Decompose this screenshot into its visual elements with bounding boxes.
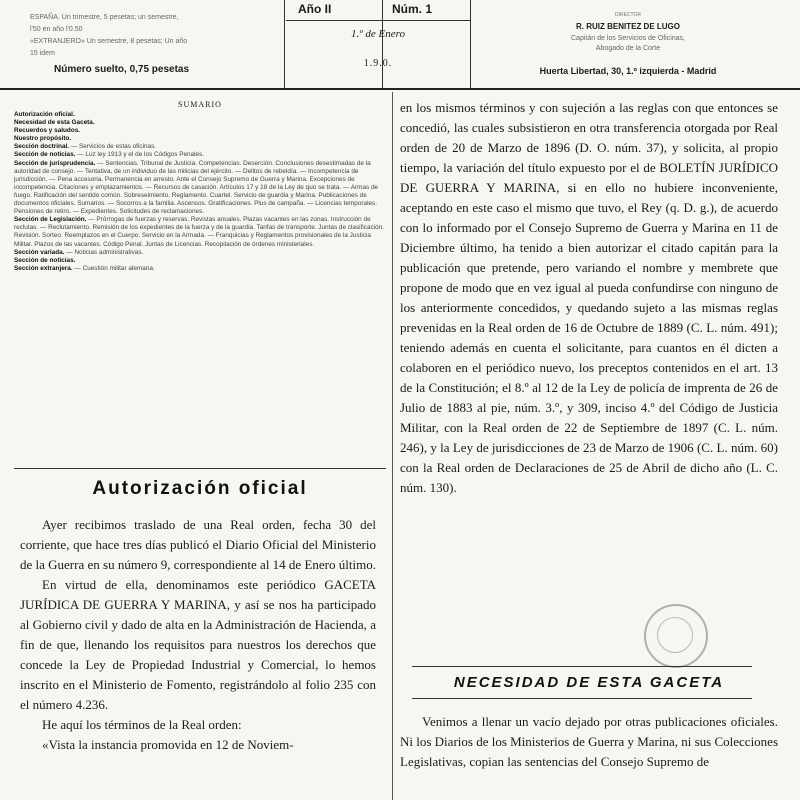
- director-name: R. RUIZ BENITEZ DE LUGO: [576, 22, 680, 31]
- subscription-line-4: 15 idem: [30, 50, 55, 57]
- issue-number: Núm. 1: [392, 2, 433, 16]
- summary-item: [14, 111, 386, 119]
- summary-item-heading: Sección de noticias.: [14, 256, 76, 264]
- summary-item: [14, 249, 386, 257]
- summary-item: [14, 143, 386, 151]
- masthead-bottom-rule: [0, 88, 800, 90]
- right-column-body: [400, 98, 778, 498]
- issue-date: 1.º de Enero: [350, 28, 406, 40]
- summary-item-heading: Recuerdos y saludos.: [14, 127, 81, 135]
- column-divider: [392, 92, 393, 800]
- summary-item-heading: Sección de Legislación.: [14, 216, 87, 224]
- summary-bottom-rule: [14, 468, 386, 469]
- summary-item: [14, 160, 386, 217]
- summary-item-text: — Sentencias. Tribunal de Justicia. Competencias. Deserción. Conclusiones desestimadas de la autoridad de consejo. — Tentativa, de un individuo de las milicias del ejército. — Delitos de rebeldía. — Incompetencia de jurisdicción. — Pena accesoria. Permanencia en arresto. Ante el Consejo Supremo de Guerra y Marina. Excepciones de incompetencia. Citaciones y emplazamientos. — Recursos de casación. Artículos 17 y 18 de la Ley de quo se trata. — Armas de fuego. Ratificación del sentido común. Sobreseimiento. Reglamento. Cuartel. Servicio de guardia y Marina. Publicaciones de documentos oficiales. Sumarios. — Socorros a la familia. Ascensos. Gratificaciones. Plus de campaña. — Licencias temporales. Pensiones de retiro. — Expedientes. Solicitudes de reclamaciones.: [14, 159, 379, 216]
- summary-list: [14, 111, 386, 273]
- summary-item-heading: Sección de noticias.: [14, 151, 76, 159]
- summary-item-heading: Nuestro propósito.: [14, 135, 72, 143]
- summary-box: [14, 100, 386, 464]
- right-paragraph: en los mismos términos y con sujeción a las reglas con que entonces se concedió, las cuales subsistieron en otra transferencia otorgada por Real orden de 20 de Marzo de 1896 (D. O. núm. 37), y solicita, al propio tiempo, la variación del título expuesto por el de BOLETÍN JURÍDICO DE GUERRA Y MARINA, si en ello no hubiere inconveniente, aceptando en este caso el mismo que tuvo, el Rey (q. D. g.), de acuerdo con lo informado por el Consejo Supremo de Guerra y Marina en 11 de Diciembre último, ha tenido a bien autorizar el citado capitán para la publicación que pretende, pero variando el nombre y membrete que propone de modo que en vez igual al pueda confundirse con ninguno de los anteriormente concedidos, y quedando sujeto a las mismas reglas prevenidas en la Real orden de 16 de Octubre de 1889 (C. L. núm. 491); teniendo además en cuenta el solicitante, para cuantos en él dicten a colaboren en el periódico nuevo, los preceptos contenidos en el art. 13 de la Constitución; el 8.º al 12 de la Ley de policía de imprenta de 26 de Julio de 1883 al pie, núm. 3.º, y 309, inciso 4.º del Código de Justicia Militar, con la Real orden de 22 de Septiembre de 1897 (C. L. núm. 246), y la Ley de jurisdicciones de 23 de Marzo de 1906 (C. L. núm. 60) con la Real orden de Declaraciones de 25 de Abril de dicho año (L. C. núm. 130).: [400, 100, 778, 495]
- necesidad-paragraph: Venimos a llenar un vacío dejado por otras publicaciones oficiales. Ni los Diarios de los Ministerios de Guerra y Marina, ni sus Colecciones Legislativas, copian las sentencias del Consejo Supremo de: [400, 714, 779, 769]
- summary-item: [14, 151, 386, 159]
- necesidad-heading: NECESIDAD DE ESTA GACETA: [453, 674, 725, 691]
- summary-item-text: — Cuestión militar alemana.: [74, 264, 155, 272]
- subscription-line-2: l'50 en año l'0.50: [30, 26, 83, 33]
- autorizacion-body: [20, 515, 376, 755]
- necesidad-rule-top: [412, 666, 752, 667]
- subscription-line-3: «EXTRANJERO» Un semestre, 8 pesetas; Un año: [30, 38, 188, 45]
- director-label: DIRECTOR: [614, 12, 642, 18]
- volume-year: Año II: [298, 2, 332, 16]
- masthead-divider-2: [382, 0, 383, 88]
- summary-item: [14, 135, 386, 143]
- summary-item-heading: Sección doctrinal.: [14, 143, 70, 151]
- summary-item: [14, 127, 386, 135]
- necesidad-rule-bottom: [412, 698, 752, 699]
- date-box-rule: [286, 20, 470, 21]
- summary-item-heading: Sección variada.: [14, 248, 65, 256]
- summary-item-heading: Sección extranjera.: [14, 264, 73, 272]
- summary-item-heading: Autorización oficial.: [14, 111, 75, 118]
- autorizacion-paragraph: He aquí los términos de la Real orden:: [42, 717, 242, 732]
- summary-item-heading: Sección de jurisprudencia.: [14, 159, 96, 167]
- summary-item: [14, 265, 386, 273]
- issue-year: 1.9.0.: [363, 58, 393, 69]
- summary-item: [14, 216, 386, 248]
- subscription-line-1: ESPAÑA. Un trimestre, 5 pesetas; un semestre,: [30, 14, 179, 21]
- summary-item: [14, 257, 386, 265]
- masthead-divider-3: [470, 0, 471, 88]
- autorizacion-paragraph: En virtud de ella, denominamos este periódico GACETA JURÍDICA DE GUERRA Y MARINA, y así se nos ha participado al Gobierno civil y dado de alta en la Administración de Hacienda, a fin de que, llenando los requisitos para nuestros los derechos que concede la Ley de Propiedad Industrial y Comercial, lo hemos inscrito en el Ministerio de Fomento, registrándolo al folio 235 con el número 4.236.: [20, 577, 376, 712]
- summary-item-text: — Noticias administrativas.: [66, 248, 144, 256]
- autorizacion-paragraph: Ayer recibimos traslado de una Real orden, fecha 30 del corriente, que hace tres días publicó el Diario Oficial del Ministerio de la Guerra en su número 9, correspondiente al 14 de Enero último.: [20, 517, 376, 572]
- summary-item-text: — Prórrogas de fuerzas y reservas. Revistas anuales. Plazas vacantes en las zonas. Instrucción de reclutas. — Reclutamiento. Remisión de los expedientes de la fuerza y de la guardia. Tarifas de transporte. Juntas de clasificación. Revisión. Sorteo. Reemplazos en el Cuerpo. Servicio en la Armada. — Franquicias y Reglamentos provisionales de la Justicia Militar. Plazos de las vacantes. Código Penal. Juntas de Licencias. Recopilación de órdenes ministeriales.: [14, 216, 385, 248]
- director-title-2: Abogado de la Corte: [595, 45, 661, 52]
- summary-item-text: — Servicios de estas oficinas.: [70, 143, 157, 151]
- single-issue-price: Número suelto, 0,75 pesetas: [54, 64, 190, 75]
- summary-title: SUMARIO: [178, 100, 222, 109]
- ink-stamp: [644, 604, 708, 668]
- office-address: Huerta Libertad, 30, 1.º izquierda - Madrid: [539, 66, 717, 76]
- summary-item: [14, 119, 386, 127]
- necesidad-body: [400, 712, 778, 772]
- summary-item-text: — Luz ley 1913 y el de los Códigos Penales.: [77, 151, 205, 159]
- summary-item-heading: Necesidad de esta Gaceta.: [14, 119, 95, 127]
- director-title-1: Capitán de los Servicios de Oficinas,: [571, 35, 685, 42]
- autorizacion-paragraph: «Vista la instancia promovida en 12 de Noviem-: [42, 737, 294, 752]
- masthead-divider-1: [284, 0, 285, 88]
- autorizacion-heading: Autorización oficial: [92, 478, 308, 499]
